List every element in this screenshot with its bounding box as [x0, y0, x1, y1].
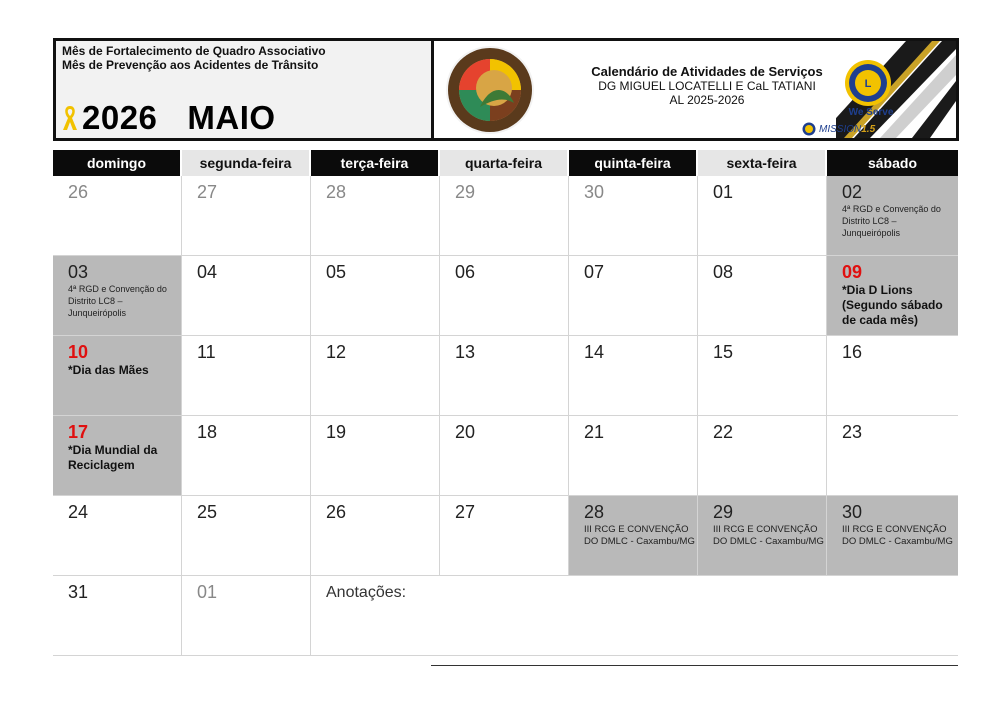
- day-number: 12: [326, 342, 347, 362]
- event-note-line: DO DMLC - Caxambu/MG: [584, 536, 695, 547]
- week-row: [53, 416, 958, 496]
- day-cell[interactable]: [311, 336, 440, 416]
- lions-year: AL 2025-2026: [669, 93, 745, 107]
- we-serve-label: We Serve: [848, 107, 894, 118]
- svg-text:L: L: [864, 78, 872, 90]
- weekday-6: sábado: [827, 150, 958, 176]
- day-number: 25: [197, 502, 218, 522]
- weekday-2: terça-feira: [311, 150, 440, 176]
- day-cell[interactable]: [827, 496, 958, 576]
- governor-names: DG MIGUEL LOCATELLI E CaL TATIANI: [598, 79, 816, 93]
- day-cell[interactable]: [440, 256, 569, 336]
- day-number: 07: [584, 262, 605, 282]
- day-number: 04: [197, 262, 218, 282]
- day-cell[interactable]: [53, 576, 182, 656]
- calendar-title: Calendário de Atividades de Serviços: [591, 64, 823, 79]
- event-note: 4ª RGD e Convenção do Distrito LC8 – Junqueirópolis: [68, 284, 167, 318]
- day-cell[interactable]: [827, 336, 958, 416]
- day-cell[interactable]: [53, 496, 182, 576]
- event-note-line: III RCG E CONVENÇÃO: [713, 524, 818, 535]
- day-cell[interactable]: [698, 416, 827, 496]
- day-number: 29: [455, 182, 476, 202]
- day-number: 08: [713, 262, 734, 282]
- day-number: 09: [842, 262, 863, 282]
- event-note: *Dia D Lions (Segundo sábado de cada mês): [842, 283, 943, 327]
- signature-line: [431, 665, 958, 666]
- month-label: MAIO: [187, 99, 276, 136]
- header-text-block: [574, 65, 840, 107]
- day-cell[interactable]: [53, 416, 182, 496]
- day-cell[interactable]: [698, 336, 827, 416]
- lions-emblem-icon: [802, 122, 816, 136]
- weekday-1: segunda-feira: [182, 150, 311, 176]
- day-cell[interactable]: [311, 176, 440, 256]
- campaign-1: Mês de Fortalecimento de Quadro Associativo: [62, 44, 326, 58]
- weekday-4: quinta-feira: [569, 150, 698, 176]
- event-note-line: DO DMLC - Caxambu/MG: [842, 536, 953, 547]
- day-number: 26: [326, 502, 347, 522]
- lions-logo-icon: [844, 59, 892, 107]
- day-number: 17: [68, 422, 89, 442]
- day-number: 23: [842, 422, 863, 442]
- day-cell[interactable]: [827, 176, 958, 256]
- day-cell[interactable]: [53, 256, 182, 336]
- header-title-panel: [431, 38, 959, 141]
- day-number: 11: [197, 342, 216, 362]
- day-cell[interactable]: [440, 496, 569, 576]
- day-number: 06: [455, 262, 476, 282]
- event-note: 4ª RGD e Convenção do Distrito LC8 – Junqueirópolis: [842, 204, 941, 238]
- club-seal-logo: [444, 45, 536, 135]
- mission-number: 1.5: [861, 123, 876, 135]
- day-number: 13: [455, 342, 476, 362]
- notes-label: Anotações:: [326, 584, 407, 601]
- mission-badge: [802, 122, 875, 136]
- weekday-header: [53, 150, 958, 176]
- day-number: 27: [455, 502, 476, 522]
- week-row: [53, 336, 958, 416]
- day-number: 19: [326, 422, 347, 442]
- day-number: 30: [842, 502, 863, 522]
- day-number: 15: [713, 342, 734, 362]
- event-note-line: DO DMLC - Caxambu/MG: [713, 536, 824, 547]
- day-number: 21: [584, 422, 605, 442]
- day-cell[interactable]: [698, 496, 827, 576]
- day-cell[interactable]: [311, 496, 440, 576]
- day-cell[interactable]: [311, 256, 440, 336]
- notes-area[interactable]: [311, 576, 958, 656]
- day-number: 01: [197, 582, 218, 602]
- day-cell[interactable]: [569, 256, 698, 336]
- day-number: 20: [455, 422, 476, 442]
- event-note-line: III RCG E CONVENÇÃO: [584, 524, 689, 535]
- event-note-line: III RCG E CONVENÇÃO: [842, 524, 947, 535]
- event-note: [584, 524, 697, 548]
- day-cell[interactable]: [182, 576, 311, 656]
- day-number: 22: [713, 422, 734, 442]
- day-cell[interactable]: [182, 176, 311, 256]
- day-number: 16: [842, 342, 863, 362]
- header-month-panel: [53, 38, 431, 141]
- event-note: [713, 524, 826, 548]
- day-number: 03: [68, 262, 89, 282]
- day-number: 29: [713, 502, 734, 522]
- event-note: [842, 524, 958, 548]
- day-number: 18: [197, 422, 218, 442]
- day-cell[interactable]: [440, 416, 569, 496]
- weekday-0: domingo: [53, 150, 182, 176]
- event-note: *Dia das Mães: [68, 363, 149, 377]
- day-cell[interactable]: [569, 336, 698, 416]
- campaign-2: Mês de Prevenção aos Acidentes de Trânsito: [62, 58, 319, 72]
- week-row: [53, 496, 958, 576]
- day-cell[interactable]: [569, 416, 698, 496]
- day-cell[interactable]: [182, 416, 311, 496]
- day-cell[interactable]: [53, 176, 182, 256]
- day-cell[interactable]: [827, 256, 958, 336]
- week-row: [53, 176, 958, 256]
- day-cell[interactable]: [698, 176, 827, 256]
- day-number: 28: [584, 502, 605, 522]
- day-number: 27: [197, 182, 218, 202]
- day-cell[interactable]: [440, 176, 569, 256]
- week-row: [53, 256, 958, 336]
- day-number: 24: [68, 502, 89, 522]
- day-number: 14: [584, 342, 605, 362]
- day-cell[interactable]: [311, 416, 440, 496]
- weekday-3: quarta-feira: [440, 150, 569, 176]
- year-label: 2026: [82, 99, 158, 136]
- day-cell[interactable]: [698, 256, 827, 336]
- day-cell[interactable]: [182, 336, 311, 416]
- day-number: 05: [326, 262, 347, 282]
- day-number: 31: [68, 582, 89, 602]
- day-number: 28: [326, 182, 347, 202]
- week-row-last: [53, 576, 958, 656]
- awareness-ribbon-icon: [60, 104, 80, 132]
- year-month-row: [60, 99, 276, 137]
- day-cell[interactable]: [182, 256, 311, 336]
- weekday-5: sexta-feira: [698, 150, 827, 176]
- day-cell[interactable]: [440, 336, 569, 416]
- day-cell[interactable]: [827, 416, 958, 496]
- day-number: 02: [842, 182, 863, 202]
- day-cell[interactable]: [569, 496, 698, 576]
- calendar-grid: [53, 176, 958, 656]
- day-cell[interactable]: [569, 176, 698, 256]
- event-note: *Dia Mundial da Reciclagem: [68, 443, 158, 472]
- mission-label: MISSION: [819, 123, 862, 135]
- day-number: 30: [584, 182, 605, 202]
- day-cell[interactable]: [53, 336, 182, 416]
- day-number: 10: [68, 342, 89, 362]
- day-cell[interactable]: [182, 496, 311, 576]
- day-number: 26: [68, 182, 89, 202]
- day-number: 01: [713, 182, 734, 202]
